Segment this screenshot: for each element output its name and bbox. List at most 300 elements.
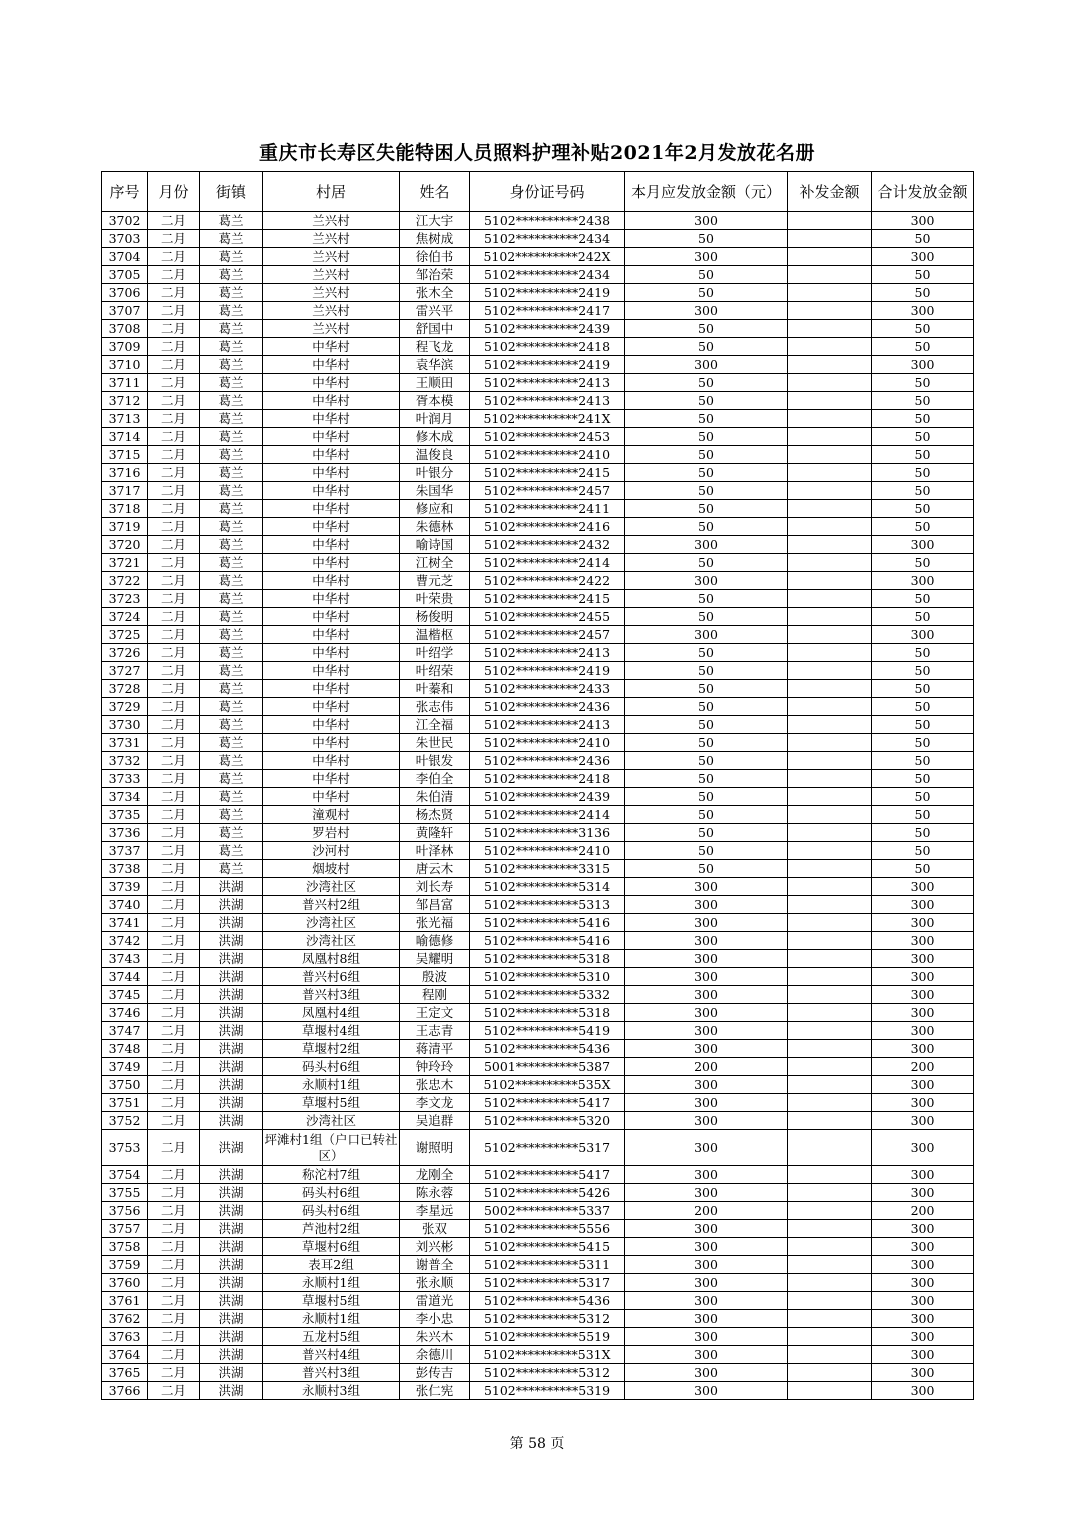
cell-amount-due: 300 (625, 1130, 788, 1166)
cell-village: 凤凰村8组 (263, 950, 400, 968)
cell-name: 陈永蓉 (400, 1184, 470, 1202)
cell-town: 葛兰 (200, 572, 263, 590)
cell-seq: 3754 (102, 1166, 148, 1184)
cell-name: 张仁宪 (400, 1382, 470, 1400)
cell-supplement (788, 1040, 872, 1058)
table-row (102, 266, 974, 284)
table-header-row (102, 172, 974, 212)
cell-amount-due: 50 (625, 392, 788, 410)
table-row (102, 1310, 974, 1328)
cell-total: 300 (872, 572, 974, 590)
cell-supplement (788, 914, 872, 932)
cell-name: 胥本模 (400, 392, 470, 410)
cell-town: 洪湖 (200, 1166, 263, 1184)
cell-id-number: 5102**********5416 (470, 914, 625, 932)
cell-amount-due: 300 (625, 1274, 788, 1292)
cell-amount-due: 50 (625, 500, 788, 518)
cell-id-number: 5102**********5417 (470, 1166, 625, 1184)
cell-total: 50 (872, 608, 974, 626)
cell-seq: 3766 (102, 1382, 148, 1400)
cell-village: 中华村 (263, 338, 400, 356)
cell-id-number: 5102**********2413 (470, 716, 625, 734)
cell-total: 300 (872, 1004, 974, 1022)
cell-seq: 3703 (102, 230, 148, 248)
table-row (102, 464, 974, 482)
cell-village: 兰兴村 (263, 284, 400, 302)
cell-id-number: 5102**********2419 (470, 356, 625, 374)
cell-id-number: 5102**********2416 (470, 518, 625, 536)
cell-amount-due: 300 (625, 248, 788, 266)
cell-amount-due: 300 (625, 914, 788, 932)
cell-supplement (788, 572, 872, 590)
cell-name: 张光福 (400, 914, 470, 932)
cell-seq: 3736 (102, 824, 148, 842)
cell-amount-due: 300 (625, 1346, 788, 1364)
cell-town: 洪湖 (200, 932, 263, 950)
table-row (102, 1346, 974, 1364)
cell-name: 王定文 (400, 1004, 470, 1022)
cell-id-number: 5102**********5519 (470, 1328, 625, 1346)
cell-village: 沙湾社区 (263, 932, 400, 950)
cell-supplement (788, 266, 872, 284)
table-row (102, 1364, 974, 1382)
cell-id-number: 5102**********2411 (470, 500, 625, 518)
cell-month: 二月 (148, 1202, 200, 1220)
cell-supplement (788, 1238, 872, 1256)
cell-supplement (788, 644, 872, 662)
cell-village: 中华村 (263, 698, 400, 716)
cell-seq: 3727 (102, 662, 148, 680)
cell-name: 曹元芝 (400, 572, 470, 590)
cell-village: 凤凰村4组 (263, 1004, 400, 1022)
cell-month: 二月 (148, 392, 200, 410)
cell-supplement (788, 1292, 872, 1310)
cell-total: 50 (872, 482, 974, 500)
cell-amount-due: 50 (625, 518, 788, 536)
cell-name: 李伯全 (400, 770, 470, 788)
cell-town: 葛兰 (200, 464, 263, 482)
page-title: 重庆市长寿区失能特困人员照料护理补贴2021年2月发放花名册 (258, 142, 816, 164)
cell-amount-due: 300 (625, 1112, 788, 1130)
cell-id-number: 5102**********2436 (470, 698, 625, 716)
cell-supplement (788, 680, 872, 698)
cell-seq: 3705 (102, 266, 148, 284)
cell-village: 芦池村2组 (263, 1220, 400, 1238)
cell-amount-due: 200 (625, 1058, 788, 1076)
cell-month: 二月 (148, 752, 200, 770)
cell-name: 杨杰贤 (400, 806, 470, 824)
cell-month: 二月 (148, 1166, 200, 1184)
table-row (102, 644, 974, 662)
cell-amount-due: 50 (625, 824, 788, 842)
cell-supplement (788, 662, 872, 680)
cell-town: 洪湖 (200, 896, 263, 914)
cell-name: 张志伟 (400, 698, 470, 716)
cell-supplement (788, 320, 872, 338)
cell-supplement (788, 986, 872, 1004)
cell-month: 二月 (148, 1220, 200, 1238)
cell-amount-due: 50 (625, 320, 788, 338)
cell-name: 江大宇 (400, 212, 470, 230)
cell-seq: 3717 (102, 482, 148, 500)
cell-supplement (788, 788, 872, 806)
cell-total: 50 (872, 230, 974, 248)
cell-supplement (788, 1274, 872, 1292)
cell-name: 殷波 (400, 968, 470, 986)
cell-id-number: 5102**********2418 (470, 338, 625, 356)
cell-id-number: 5102**********2418 (470, 770, 625, 788)
table-row (102, 518, 974, 536)
cell-village: 烟坡村 (263, 860, 400, 878)
cell-amount-due: 300 (625, 1220, 788, 1238)
table-row (102, 1256, 974, 1274)
cell-total: 50 (872, 374, 974, 392)
cell-month: 二月 (148, 1058, 200, 1076)
cell-total: 50 (872, 446, 974, 464)
cell-village: 中华村 (263, 446, 400, 464)
table-row (102, 248, 974, 266)
cell-name: 李文龙 (400, 1094, 470, 1112)
cell-amount-due: 50 (625, 698, 788, 716)
cell-month: 二月 (148, 1040, 200, 1058)
cell-name: 焦树成 (400, 230, 470, 248)
cell-id-number: 5102**********2413 (470, 392, 625, 410)
cell-seq: 3737 (102, 842, 148, 860)
cell-seq: 3761 (102, 1292, 148, 1310)
cell-supplement (788, 392, 872, 410)
cell-seq: 3719 (102, 518, 148, 536)
cell-supplement (788, 212, 872, 230)
cell-id-number: 5102**********2439 (470, 320, 625, 338)
cell-amount-due: 50 (625, 680, 788, 698)
cell-town: 葛兰 (200, 770, 263, 788)
cell-supplement (788, 410, 872, 428)
cell-village: 草堰村6组 (263, 1238, 400, 1256)
cell-id-number: 5102**********5320 (470, 1112, 625, 1130)
cell-id-number: 5102**********5318 (470, 1004, 625, 1022)
cell-name: 黄隆轩 (400, 824, 470, 842)
cell-name: 雷道光 (400, 1292, 470, 1310)
table-row (102, 680, 974, 698)
cell-seq: 3725 (102, 626, 148, 644)
cell-village: 普兴村6组 (263, 968, 400, 986)
cell-total: 50 (872, 716, 974, 734)
cell-name: 龙刚全 (400, 1166, 470, 1184)
cell-total: 300 (872, 1328, 974, 1346)
cell-amount-due: 50 (625, 482, 788, 500)
cell-month: 二月 (148, 842, 200, 860)
cell-month: 二月 (148, 338, 200, 356)
cell-name: 张木全 (400, 284, 470, 302)
cell-supplement (788, 716, 872, 734)
cell-village: 中华村 (263, 770, 400, 788)
cell-total: 50 (872, 590, 974, 608)
table-row (102, 1184, 974, 1202)
cell-id-number: 5102**********5556 (470, 1220, 625, 1238)
cell-seq: 3758 (102, 1238, 148, 1256)
cell-seq: 3734 (102, 788, 148, 806)
cell-total: 50 (872, 554, 974, 572)
cell-month: 二月 (148, 284, 200, 302)
cell-town: 葛兰 (200, 302, 263, 320)
cell-month: 二月 (148, 266, 200, 284)
cell-total: 50 (872, 842, 974, 860)
table-row (102, 212, 974, 230)
cell-town: 葛兰 (200, 446, 263, 464)
cell-supplement (788, 770, 872, 788)
cell-amount-due: 50 (625, 806, 788, 824)
table-row (102, 410, 974, 428)
cell-total: 50 (872, 518, 974, 536)
table-row (102, 860, 974, 878)
cell-village: 沙湾社区 (263, 914, 400, 932)
cell-seq: 3718 (102, 500, 148, 518)
cell-id-number: 5102**********2410 (470, 446, 625, 464)
cell-total: 50 (872, 500, 974, 518)
table-row (102, 968, 974, 986)
cell-total: 300 (872, 1130, 974, 1166)
cell-name: 吴耀明 (400, 950, 470, 968)
cell-seq: 3747 (102, 1022, 148, 1040)
cell-month: 二月 (148, 1094, 200, 1112)
cell-name: 李小忠 (400, 1310, 470, 1328)
cell-month: 二月 (148, 1238, 200, 1256)
header-amount-due: 本月应发放金额（元） (625, 172, 788, 212)
cell-village: 中华村 (263, 518, 400, 536)
cell-amount-due: 300 (625, 986, 788, 1004)
cell-supplement (788, 1184, 872, 1202)
header-town: 街镇 (200, 172, 263, 212)
cell-supplement (788, 1022, 872, 1040)
cell-month: 二月 (148, 1382, 200, 1400)
cell-town: 葛兰 (200, 626, 263, 644)
cell-amount-due: 300 (625, 1382, 788, 1400)
table-row (102, 806, 974, 824)
cell-name: 喻诗国 (400, 536, 470, 554)
cell-name: 程飞龙 (400, 338, 470, 356)
cell-month: 二月 (148, 590, 200, 608)
cell-amount-due: 300 (625, 626, 788, 644)
cell-town: 葛兰 (200, 842, 263, 860)
cell-id-number: 5102**********2434 (470, 230, 625, 248)
cell-id-number: 5102**********535X (470, 1076, 625, 1094)
cell-id-number: 5102**********5317 (470, 1274, 625, 1292)
cell-total: 300 (872, 1094, 974, 1112)
cell-town: 葛兰 (200, 860, 263, 878)
cell-supplement (788, 752, 872, 770)
cell-id-number: 5102**********2419 (470, 284, 625, 302)
cell-id-number: 5102**********2414 (470, 554, 625, 572)
cell-seq: 3720 (102, 536, 148, 554)
table-row (102, 1382, 974, 1400)
cell-month: 二月 (148, 932, 200, 950)
cell-town: 洪湖 (200, 1328, 263, 1346)
cell-village: 永顺村1组 (263, 1274, 400, 1292)
roster-body (102, 212, 974, 1400)
cell-seq: 3759 (102, 1256, 148, 1274)
cell-town: 葛兰 (200, 518, 263, 536)
cell-seq: 3745 (102, 986, 148, 1004)
cell-month: 二月 (148, 1112, 200, 1130)
cell-id-number: 5102**********5318 (470, 950, 625, 968)
cell-town: 洪湖 (200, 1112, 263, 1130)
cell-village: 中华村 (263, 374, 400, 392)
table-row (102, 590, 974, 608)
cell-seq: 3746 (102, 1004, 148, 1022)
cell-id-number: 5102**********5312 (470, 1310, 625, 1328)
table-row (102, 662, 974, 680)
cell-month: 二月 (148, 464, 200, 482)
cell-total: 50 (872, 644, 974, 662)
cell-seq: 3742 (102, 932, 148, 950)
cell-amount-due: 300 (625, 1256, 788, 1274)
cell-name: 杨俊明 (400, 608, 470, 626)
cell-id-number: 5102**********5319 (470, 1382, 625, 1400)
cell-supplement (788, 464, 872, 482)
header-supplement: 补发金额 (788, 172, 872, 212)
cell-town: 葛兰 (200, 698, 263, 716)
cell-village: 中华村 (263, 410, 400, 428)
cell-seq: 3756 (102, 1202, 148, 1220)
cell-amount-due: 50 (625, 860, 788, 878)
cell-total: 50 (872, 320, 974, 338)
cell-supplement (788, 1094, 872, 1112)
cell-seq: 3706 (102, 284, 148, 302)
cell-amount-due: 50 (625, 284, 788, 302)
cell-amount-due: 300 (625, 1094, 788, 1112)
cell-name: 吴追群 (400, 1112, 470, 1130)
cell-month: 二月 (148, 1346, 200, 1364)
cell-total: 300 (872, 1346, 974, 1364)
table-row (102, 572, 974, 590)
cell-total: 50 (872, 734, 974, 752)
cell-month: 二月 (148, 302, 200, 320)
cell-seq: 3744 (102, 968, 148, 986)
cell-month: 二月 (148, 788, 200, 806)
cell-id-number: 5102**********2455 (470, 608, 625, 626)
cell-seq: 3750 (102, 1076, 148, 1094)
cell-name: 雷兴平 (400, 302, 470, 320)
cell-seq: 3712 (102, 392, 148, 410)
cell-month: 二月 (148, 1364, 200, 1382)
table-row (102, 752, 974, 770)
cell-supplement (788, 860, 872, 878)
cell-town: 洪湖 (200, 1382, 263, 1400)
roster-table (101, 171, 974, 1400)
cell-town: 葛兰 (200, 266, 263, 284)
cell-town: 洪湖 (200, 968, 263, 986)
cell-total: 300 (872, 932, 974, 950)
cell-amount-due: 50 (625, 266, 788, 284)
table-row (102, 302, 974, 320)
cell-village: 中华村 (263, 572, 400, 590)
cell-id-number: 5102**********3315 (470, 860, 625, 878)
cell-town: 洪湖 (200, 986, 263, 1004)
cell-seq: 3716 (102, 464, 148, 482)
cell-village: 中华村 (263, 590, 400, 608)
cell-town: 葛兰 (200, 716, 263, 734)
cell-id-number: 5102**********5415 (470, 1238, 625, 1256)
cell-village: 兰兴村 (263, 248, 400, 266)
cell-town: 洪湖 (200, 1004, 263, 1022)
cell-amount-due: 50 (625, 590, 788, 608)
cell-village: 潼观村 (263, 806, 400, 824)
cell-village: 中华村 (263, 608, 400, 626)
cell-month: 二月 (148, 1076, 200, 1094)
cell-seq: 3731 (102, 734, 148, 752)
cell-village: 兰兴村 (263, 212, 400, 230)
cell-total: 300 (872, 1364, 974, 1382)
cell-supplement (788, 1112, 872, 1130)
cell-village: 码头村6组 (263, 1202, 400, 1220)
cell-village: 中华村 (263, 392, 400, 410)
cell-town: 葛兰 (200, 500, 263, 518)
cell-town: 葛兰 (200, 554, 263, 572)
cell-total: 300 (872, 626, 974, 644)
cell-seq: 3760 (102, 1274, 148, 1292)
table-row (102, 446, 974, 464)
cell-id-number: 5102**********3136 (470, 824, 625, 842)
cell-supplement (788, 1256, 872, 1274)
cell-town: 洪湖 (200, 1058, 263, 1076)
cell-amount-due: 300 (625, 1184, 788, 1202)
cell-name: 王志青 (400, 1022, 470, 1040)
cell-name: 张忠木 (400, 1076, 470, 1094)
cell-seq: 3753 (102, 1130, 148, 1166)
cell-supplement (788, 1346, 872, 1364)
cell-supplement (788, 1130, 872, 1166)
cell-month: 二月 (148, 716, 200, 734)
cell-id-number: 5102**********2434 (470, 266, 625, 284)
cell-id-number: 5102**********2415 (470, 590, 625, 608)
cell-amount-due: 300 (625, 1364, 788, 1382)
cell-supplement (788, 446, 872, 464)
cell-village: 兰兴村 (263, 320, 400, 338)
cell-town: 洪湖 (200, 1040, 263, 1058)
table-row (102, 284, 974, 302)
cell-name: 李星远 (400, 1202, 470, 1220)
cell-supplement (788, 1004, 872, 1022)
cell-supplement (788, 1328, 872, 1346)
cell-name: 叶泽林 (400, 842, 470, 860)
cell-supplement (788, 338, 872, 356)
table-row (102, 1022, 974, 1040)
table-row (102, 896, 974, 914)
cell-amount-due: 300 (625, 356, 788, 374)
table-row (102, 500, 974, 518)
cell-supplement (788, 482, 872, 500)
cell-id-number: 5102**********2413 (470, 644, 625, 662)
cell-name: 叶银分 (400, 464, 470, 482)
cell-month: 二月 (148, 860, 200, 878)
cell-town: 洪湖 (200, 1094, 263, 1112)
cell-town: 葛兰 (200, 338, 263, 356)
cell-month: 二月 (148, 1328, 200, 1346)
cell-name: 刘兴彬 (400, 1238, 470, 1256)
cell-town: 葛兰 (200, 536, 263, 554)
cell-month: 二月 (148, 806, 200, 824)
table-row (102, 1130, 974, 1166)
cell-name: 朱国华 (400, 482, 470, 500)
cell-total: 50 (872, 860, 974, 878)
cell-month: 二月 (148, 986, 200, 1004)
table-row (102, 716, 974, 734)
cell-id-number: 5102**********5317 (470, 1130, 625, 1166)
cell-month: 二月 (148, 554, 200, 572)
cell-name: 邹昌富 (400, 896, 470, 914)
table-row (102, 338, 974, 356)
cell-seq: 3757 (102, 1220, 148, 1238)
